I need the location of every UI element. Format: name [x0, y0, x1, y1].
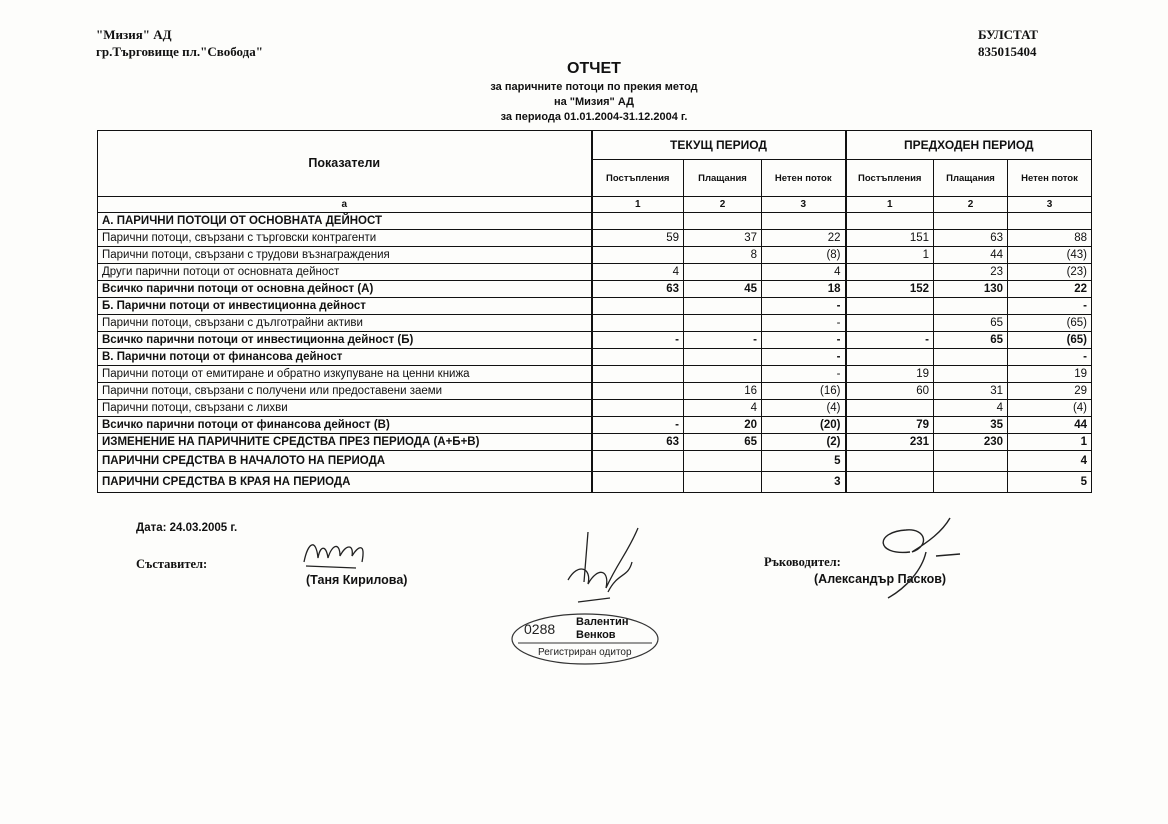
table-row [98, 298, 1092, 315]
compiler-name: (Таня Кирилова) [306, 573, 408, 587]
subheader-cell: Нетен поток [762, 160, 846, 197]
subheader-cell: Постъпления [846, 160, 934, 197]
value-cell [934, 213, 1008, 230]
row-label: ПАРИЧНИ СРЕДСТВА В КРАЯ НА ПЕРИОДА [98, 472, 592, 493]
table-row [98, 332, 1092, 349]
value-cell [846, 400, 934, 417]
value-cell: 63 [934, 230, 1008, 247]
value-cell [846, 472, 934, 493]
value-cell [684, 315, 762, 332]
cash-flow-table [97, 130, 1092, 493]
value-cell [846, 298, 934, 315]
value-cell: 45 [684, 281, 762, 298]
table-row [98, 366, 1092, 383]
value-cell [592, 349, 684, 366]
value-cell: 63 [592, 434, 684, 451]
value-cell: 130 [934, 281, 1008, 298]
value-cell: 4 [1008, 451, 1092, 472]
value-cell [592, 472, 684, 493]
value-cell: - [592, 332, 684, 349]
value-cell: 44 [1008, 417, 1092, 434]
value-cell: 4 [592, 264, 684, 281]
index-cell: 3 [1008, 197, 1092, 213]
value-cell: 22 [762, 230, 846, 247]
value-cell [846, 213, 934, 230]
value-cell: - [762, 332, 846, 349]
subheader-cell: Плащания [934, 160, 1008, 197]
value-cell [684, 349, 762, 366]
value-cell: 59 [592, 230, 684, 247]
value-cell [684, 451, 762, 472]
table-row [98, 315, 1092, 332]
row-label: Парични потоци, свързани с трудови възнаграждения [98, 247, 592, 264]
table-row [98, 213, 1092, 230]
indicators-header: Показатели [98, 131, 592, 197]
value-cell [684, 472, 762, 493]
value-cell: 20 [684, 417, 762, 434]
company-address: гр.Търговище пл."Свобода" [96, 44, 263, 59]
value-cell: 19 [1008, 366, 1092, 383]
value-cell: 88 [1008, 230, 1092, 247]
value-cell: 231 [846, 434, 934, 451]
value-cell: - [684, 332, 762, 349]
value-cell [934, 298, 1008, 315]
auditor-signature [548, 522, 668, 622]
value-cell: 29 [1008, 383, 1092, 400]
table-row [98, 247, 1092, 264]
value-cell [846, 451, 934, 472]
value-cell: (4) [762, 400, 846, 417]
row-label: Парични потоци, свързани с търговски контрагенти [98, 230, 592, 247]
value-cell [846, 264, 934, 281]
value-cell [592, 247, 684, 264]
value-cell: - [1008, 298, 1092, 315]
compiler-label: Съставител: [136, 557, 208, 571]
value-cell [846, 349, 934, 366]
value-cell: (23) [1008, 264, 1092, 281]
value-cell [592, 383, 684, 400]
table-row [98, 349, 1092, 366]
value-cell: - [846, 332, 934, 349]
row-label: Парични потоци от емитиране и обратно изкупуване на ценни книжа [98, 366, 592, 383]
report-subtitle-2: на "Мизия" АД [553, 96, 635, 108]
value-cell [592, 315, 684, 332]
value-cell: 44 [934, 247, 1008, 264]
subheader-cell: Постъпления [592, 160, 684, 197]
value-cell: (4) [1008, 400, 1092, 417]
value-cell: 8 [684, 247, 762, 264]
subheader-cell: Плащания [684, 160, 762, 197]
stamp-number: 0288 [524, 621, 556, 637]
value-cell: 1 [846, 247, 934, 264]
value-cell: - [1008, 349, 1092, 366]
value-cell [934, 451, 1008, 472]
row-label: Парични потоци, свързани с дълготрайни активи [98, 315, 592, 332]
bulstat-label: БУЛСТАТ [978, 27, 1038, 42]
value-cell: 23 [934, 264, 1008, 281]
row-label: ИЗМЕНЕНИЕ НА ПАРИЧНИТЕ СРЕДСТВА ПРЕЗ ПЕРИОДА (А+Б+В) [98, 434, 592, 451]
value-cell: (8) [762, 247, 846, 264]
table-row [98, 400, 1092, 417]
value-cell: 18 [762, 281, 846, 298]
value-cell [762, 213, 846, 230]
index-cell: 1 [592, 197, 684, 213]
value-cell [592, 400, 684, 417]
value-cell [846, 315, 934, 332]
table-row [98, 281, 1092, 298]
value-cell: 37 [684, 230, 762, 247]
value-cell: - [592, 417, 684, 434]
row-label: В. Парични потоци от финансова дейност [98, 349, 592, 366]
compiler-signature [296, 532, 376, 574]
table-row [98, 383, 1092, 400]
table-row [98, 264, 1092, 281]
value-cell [934, 472, 1008, 493]
value-cell: 4 [684, 400, 762, 417]
value-cell: (2) [762, 434, 846, 451]
value-cell: 65 [934, 315, 1008, 332]
value-cell [684, 264, 762, 281]
manager-signature [866, 512, 976, 600]
value-cell: 5 [762, 451, 846, 472]
value-cell: 230 [934, 434, 1008, 451]
value-cell: 4 [934, 400, 1008, 417]
value-cell [592, 298, 684, 315]
previous-period-header: ПРЕДХОДЕН ПЕРИОД [846, 131, 1092, 160]
value-cell: (16) [762, 383, 846, 400]
table-row [98, 434, 1092, 451]
value-cell: 4 [762, 264, 846, 281]
current-period-header: ТЕКУЩ ПЕРИОД [592, 131, 846, 160]
index-cell: 3 [762, 197, 846, 213]
row-label: Парични потоци, свързани с получени или предоставени заеми [98, 383, 592, 400]
value-cell [684, 366, 762, 383]
bulstat-number: 835015404 [978, 44, 1037, 59]
value-cell [592, 366, 684, 383]
table-row [98, 417, 1092, 434]
value-cell: 16 [684, 383, 762, 400]
value-cell: (43) [1008, 247, 1092, 264]
value-cell: 31 [934, 383, 1008, 400]
auditor-stamp [510, 612, 660, 666]
value-cell [592, 213, 684, 230]
value-cell [934, 349, 1008, 366]
index-cell: 1 [846, 197, 934, 213]
table-row [98, 230, 1092, 247]
report-title-block [392, 58, 796, 125]
row-label: Всичко парични потоци от основна дейност (А) [98, 281, 592, 298]
row-label: Парични потоци, свързани с лихви [98, 400, 592, 417]
value-cell: 63 [592, 281, 684, 298]
value-cell: 1 [1008, 434, 1092, 451]
row-label: Всичко парични потоци от инвестиционна дейност (Б) [98, 332, 592, 349]
stamp-role: Регистриран одитор [538, 647, 632, 658]
bulstat-block [978, 26, 1038, 60]
report-date: Дата: 24.03.2005 г. [136, 522, 238, 534]
company-block [96, 26, 263, 60]
stamp-name-last: Венков [576, 629, 616, 641]
value-cell: 65 [934, 332, 1008, 349]
value-cell [684, 298, 762, 315]
value-cell: 60 [846, 383, 934, 400]
table-row [98, 472, 1092, 493]
value-cell: - [762, 349, 846, 366]
value-cell: - [762, 298, 846, 315]
stamp-name-first: Валентин [576, 616, 629, 628]
value-cell: 19 [846, 366, 934, 383]
value-cell: 22 [1008, 281, 1092, 298]
value-cell: 3 [762, 472, 846, 493]
value-cell: 79 [846, 417, 934, 434]
value-cell: 35 [934, 417, 1008, 434]
value-cell: 152 [846, 281, 934, 298]
value-cell: (65) [1008, 315, 1092, 332]
value-cell: - [762, 366, 846, 383]
value-cell [684, 213, 762, 230]
manager-label: Ръководител: [764, 555, 841, 569]
row-label: Б. Парични потоци от инвестиционна дейност [98, 298, 592, 315]
value-cell [592, 451, 684, 472]
value-cell [1008, 213, 1092, 230]
row-label: А. ПАРИЧНИ ПОТОЦИ ОТ ОСНОВНАТА ДЕЙНОСТ [98, 213, 592, 230]
index-cell: 2 [684, 197, 762, 213]
row-label: ПАРИЧНИ СРЕДСТВА В НАЧАЛОТО НА ПЕРИОДА [98, 451, 592, 472]
index-row [98, 197, 1092, 213]
report-subtitle-1: за паричните потоци по прекия метод [490, 81, 698, 93]
report-title: ОТЧЕТ [567, 60, 621, 77]
value-cell [934, 366, 1008, 383]
value-cell: 5 [1008, 472, 1092, 493]
report-period: за периода 01.01.2004-31.12.2004 г. [500, 111, 688, 123]
row-label: Други парични потоци от основната дейност [98, 264, 592, 281]
index-cell: а [98, 197, 592, 213]
value-cell: - [762, 315, 846, 332]
index-cell: 2 [934, 197, 1008, 213]
value-cell: 65 [684, 434, 762, 451]
table-row [98, 451, 1092, 472]
header-row-periods [98, 131, 1092, 160]
value-cell: (20) [762, 417, 846, 434]
value-cell: (65) [1008, 332, 1092, 349]
subheader-cell: Нетен поток [1008, 160, 1092, 197]
manager-name: (Александър Пасков) [814, 572, 947, 586]
value-cell: 151 [846, 230, 934, 247]
company-name: "Мизия" АД [96, 27, 172, 42]
row-label: Всичко парични потоци от финансова дейност (В) [98, 417, 592, 434]
